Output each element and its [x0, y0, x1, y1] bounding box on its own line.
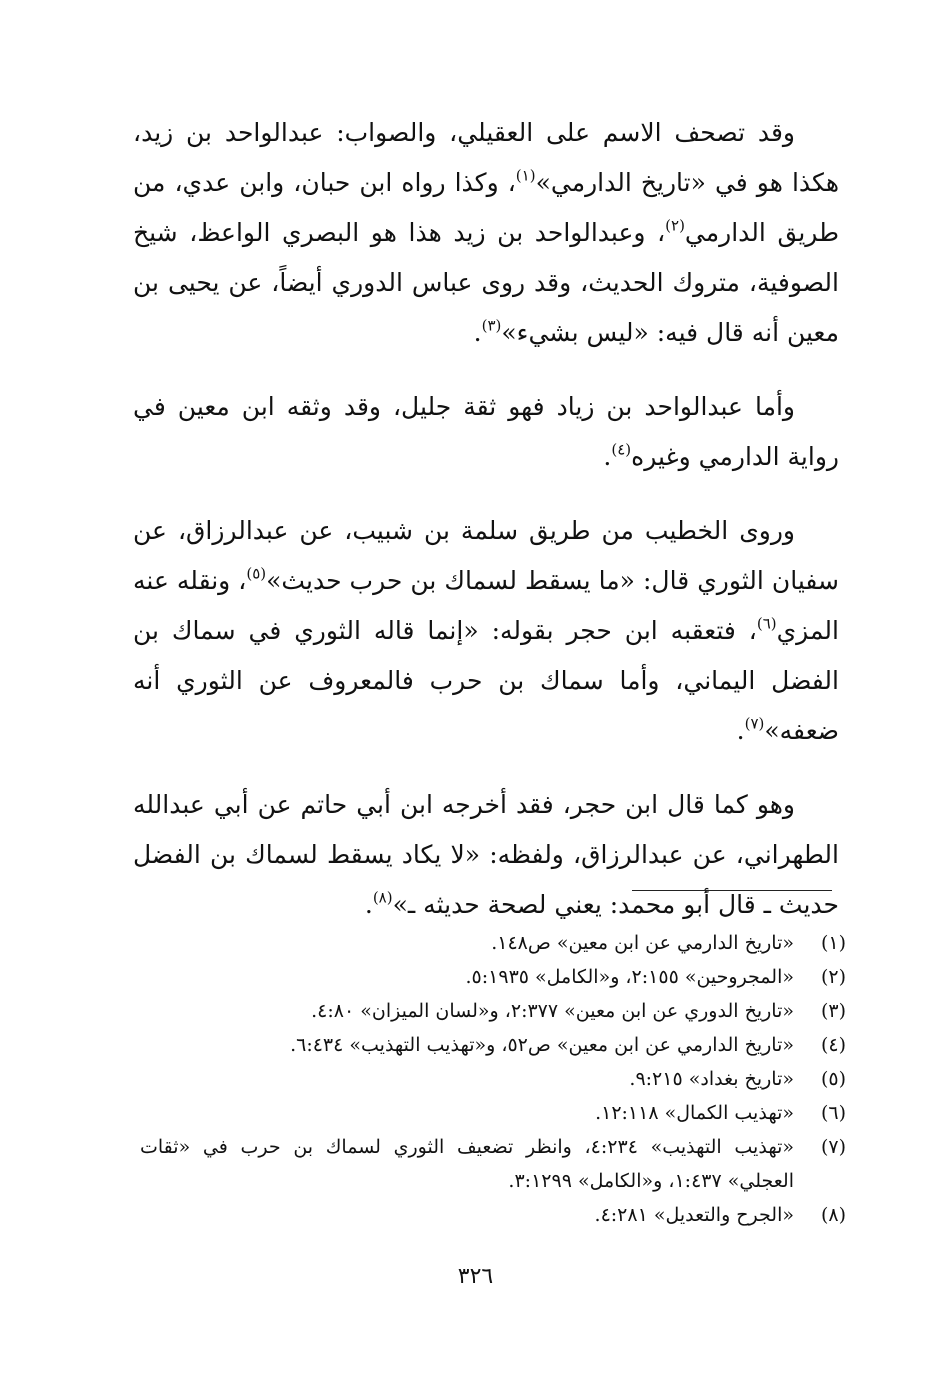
- paragraph-1-text-a: وقد تصحف الاسم على العقيلي، والصواب: عبدالواحد بن زيد، هكذا هو في «تاريخ الدارمي»: [133, 118, 839, 197]
- footnote-number: (٣): [820, 1000, 846, 1022]
- footnote-separator: [632, 890, 832, 891]
- paragraph-3-text-b: ، ونقله عنه المزي: [133, 566, 839, 645]
- footnote-ref-2: (٢): [665, 216, 685, 235]
- paragraph-4-text-a: وهو كما قال ابن حجر، فقد أخرجه ابن أبي حاتم عن أبي عبدالله الطهراني، عن عبدالرزاق، ولفظه: «لا يكاد يسقط لسماك بن الفضل حديث ـ قال أبو محمد: يعني لصحة حديثه ـ»: [133, 790, 839, 919]
- page-number: ٣٢٦: [457, 1264, 494, 1289]
- footnote-number: (٥): [820, 1068, 846, 1090]
- paragraph-2: [133, 382, 839, 482]
- footnote-ref-5: (٥): [246, 564, 267, 583]
- footnote-5: [140, 1062, 846, 1096]
- footnote-2: [140, 960, 846, 994]
- footnote-text: «تهذيب الكمال» ١٢:١١٨.: [595, 1102, 794, 1124]
- footnote-number: (٦): [820, 1102, 846, 1124]
- footnote-number: (٤): [820, 1034, 846, 1056]
- footnote-text: «الجرح والتعديل» ٤:٢٨١.: [594, 1204, 794, 1226]
- footnote-number: (٨): [820, 1204, 846, 1226]
- footnote-number: (٢): [820, 966, 846, 988]
- footnotes-list: [140, 926, 846, 1232]
- paragraph-1-text-c: ، وعبدالواحد بن زيد هذا هو البصري الواعظ، شيخ الصوفية، متروك الحديث، وقد روى عباس الدوري أيضاً، عن يحيى بن معين أنه قال فيه: «ليس بشيء»: [133, 218, 839, 347]
- footnote-text: «تاريخ الدارمي عن ابن معين» ص٥٢، و«تهذيب التهذيب» ٦:٤٣٤.: [290, 1034, 794, 1056]
- footnote-4: [140, 1028, 846, 1062]
- footnote-ref-4: (٤): [611, 440, 632, 459]
- footnote-ref-1: (١): [515, 166, 536, 185]
- footnote-7: [140, 1130, 846, 1198]
- footnote-1: [140, 926, 846, 960]
- paragraph-2-text-b: .: [603, 442, 612, 471]
- footnote-8: [140, 1198, 846, 1232]
- paragraph-4: [133, 780, 839, 930]
- footnote-6: [140, 1096, 846, 1130]
- paragraph-1-text-d: .: [473, 318, 482, 347]
- footnote-text: «تاريخ بغداد» ٩:٢١٥.: [629, 1068, 794, 1090]
- paragraph-2-text-a: وأما عبدالواحد بن زياد فهو ثقة جليل، وقد وثقه ابن معين في رواية الدارمي وغيره: [133, 392, 839, 471]
- paragraph-3-text-d: .: [736, 716, 745, 745]
- footnote-ref-8: (٨): [372, 888, 393, 907]
- paragraph-1-text-b: ، وكذا رواه ابن حبان، وابن عدي، من طريق الدارمي: [133, 168, 839, 247]
- footnote-text: «تاريخ الدوري عن ابن معين» ٢:٣٧٧، و«لسان الميزان» ٤:٨٠.: [311, 1000, 794, 1022]
- paragraph-1: [133, 108, 839, 358]
- paragraph-4-text-b: .: [364, 890, 373, 919]
- footnote-text: «تاريخ الدارمي عن ابن معين» ص١٤٨.: [491, 932, 794, 954]
- paragraph-3: [133, 506, 839, 756]
- footnote-3: [140, 994, 846, 1028]
- footnote-ref-6: (٦): [756, 614, 777, 633]
- footnote-ref-3: (٣): [481, 316, 502, 335]
- footnote-ref-7: (٧): [744, 714, 765, 733]
- footnote-number: (٧): [820, 1136, 846, 1158]
- paragraph-3-text-c: ، فتعقبه ابن حجر بقوله: «إنما قاله الثوري في سماك بن الفضل اليماني، وأما سماك بن حرب فالمعروف عن الثوري أنه ضعفه»: [133, 616, 839, 745]
- main-text: [133, 108, 839, 954]
- footnote-text: «تهذيب التهذيب» ٤:٢٣٤، وانظر تضعيف الثوري لسماك بن حرب في «ثقات العجلي» ١:٤٣٧، و«الكامل» ٣:١٢٩٩.: [140, 1136, 794, 1192]
- footnote-text: «المجروحين» ٢:١٥٥، و«الكامل» ٥:١٩٣٥.: [465, 966, 794, 988]
- paragraph-3-text-a: وروى الخطيب من طريق سلمة بن شبيب، عن عبدالرزاق، عن سفيان الثوري قال: «ما يسقط لسماك بن حرب حديث»: [133, 516, 839, 595]
- footnote-number: (١): [820, 932, 846, 954]
